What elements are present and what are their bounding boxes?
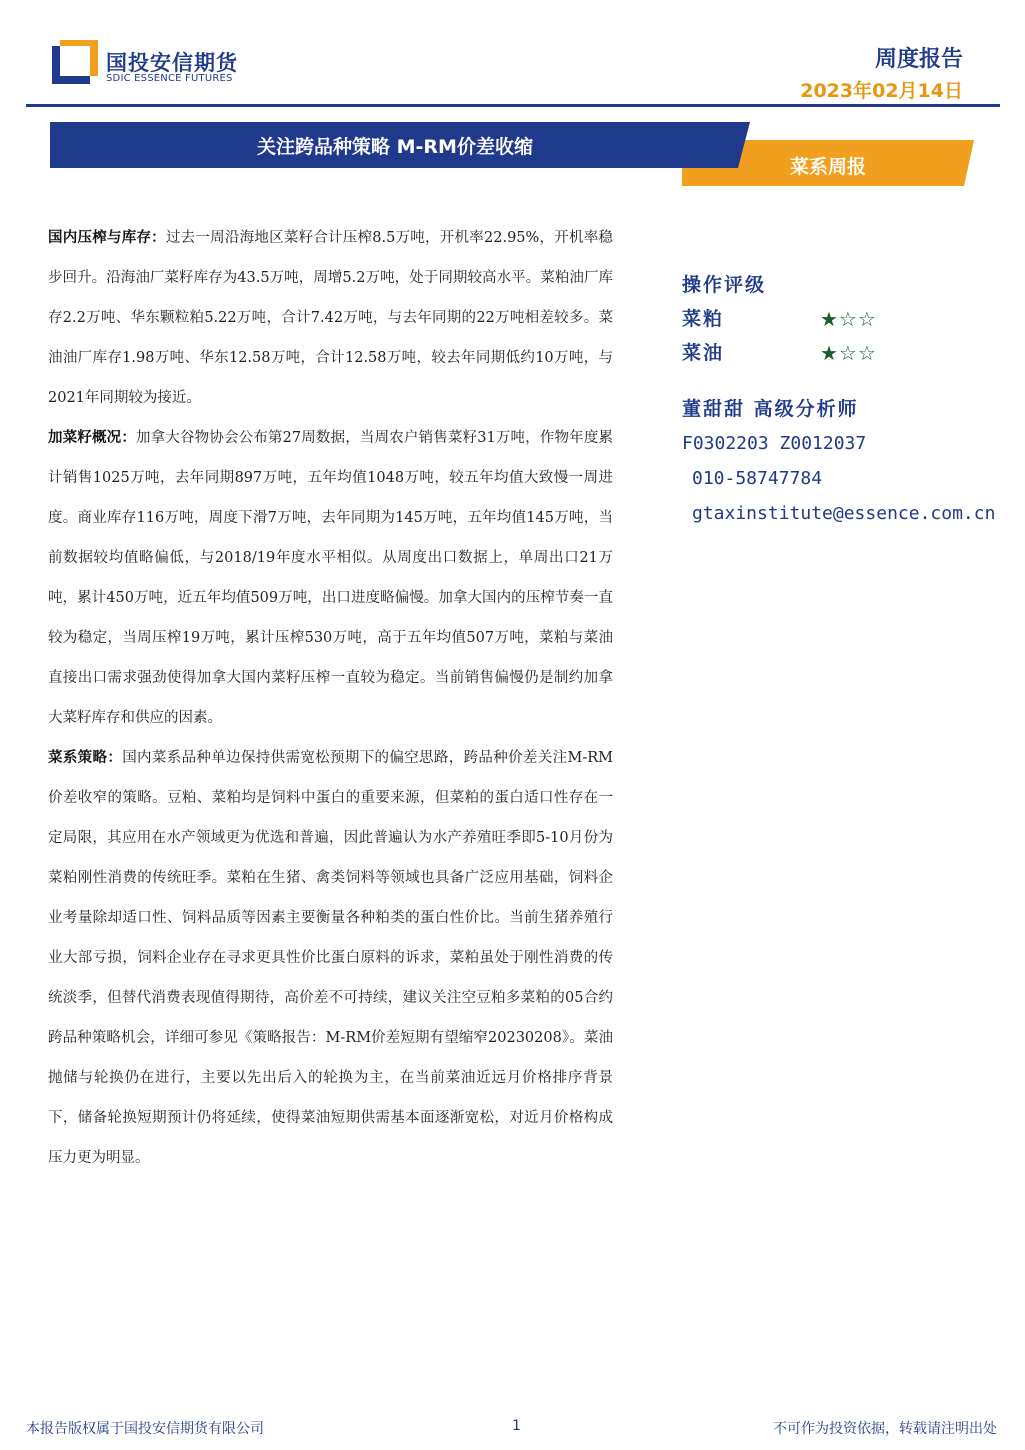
report-type: 周度报告	[874, 47, 963, 72]
page-number: 1	[512, 1418, 521, 1434]
analyst-name: 董甜甜 高级分析师	[682, 398, 859, 420]
report-tag: 菜系周报	[789, 156, 866, 178]
logo-cn-text: 国投安信期货	[106, 51, 238, 75]
logo-en-text: SDIC ESSENCE FUTURES	[106, 73, 233, 84]
section-lead: 菜系策略：	[48, 749, 123, 766]
report-date: 2023年02月14日	[800, 80, 963, 102]
analyst-license: F0302203 Z0012037	[682, 433, 867, 454]
footer-copyright: 本报告版权属于国投安信期货有限公司	[26, 1421, 264, 1437]
rating-title: 操作评级	[682, 274, 767, 296]
rating-name: 菜粕	[682, 308, 725, 330]
section-text: 国内菜系品种单边保持供需宽松预期下的偏空思路，跨品种价差关注M-RM价差收窄的策略。豆粕、菜粕均是饲料中蛋白的重要来源，但菜粕的蛋白适口性存在一定局限，其应用在水产领域更为优选和普遍，因此普遍认为水产养殖旺季即5-10月份为菜粕刚性消费的传统旺季。菜粕在生猪、禽类饲料等领域也具备广泛应用基础，饲料企业考量除却适口性、饲料品质等因素主要衡量各种粕类的蛋白性价比。当前生猪养殖行业大部亏损，饲料企业存在寻求更具性价比蛋白原料的诉求，菜粕虽处于刚性消费的传统淡季，但替代消费表现值得期待，高价差不可持续，建议关注空豆粕多菜粕的05合约跨品种策略机会，详细可参见《策略报告：M-RM价差短期有望缩窄20230208》。菜油抛储与轮换仍在进行，主要以先出后入的轮换为主，在当前菜油近远月价格排序背景下，储备轮换短期预计仍将延续，使得菜油短期供需基本面逐渐宽松，对近月价格构成压力更为明显。	[48, 750, 613, 1166]
sidebar	[682, 268, 1012, 531]
report-body	[48, 218, 613, 1178]
section-text: 加拿大谷物协会公布第27周数据，当周农户销售菜籽31万吨，作物年度累计销售1025万吨，去年同期897万吨，五年均值1048万吨，较五年均值大致慢一周进度。商业库存116万吨，周度下滑7万吨，去年同期为145万吨，五年均值145万吨，当前数据较均值略偏低，与2018/19年度水平相似。从周度出口数据上，单周出口21万吨，累计450万吨，近五年均值509万吨，出口进度略偏慢。加拿大国内的压榨节奏一直较为稳定，当周压榨19万吨，累计压榨530万吨，高于五年均值507万吨，菜粕与菜油直接出口需求强劲使得加拿大国内菜籽压榨一直较为稳定。当前销售偏慢仍是制约加拿大菜籽库存和供应的因素。	[48, 430, 614, 726]
rating-row-meal	[682, 302, 1012, 336]
star-rating-icon: ★☆☆	[820, 307, 877, 331]
rating-name: 菜油	[682, 342, 725, 364]
section-crush-inventory	[48, 218, 613, 418]
section-canada-rapeseed	[48, 418, 613, 738]
section-text: 过去一周沿海地区菜籽合计压榨8.5万吨，开机率22.95%，开机率稳步回升。沿海油厂菜籽库存为43.5万吨，周增5.2万吨，处于同期较高水平。菜粕油厂库存2.2万吨、华东颗粒粕5.22万吨，合计7.42万吨，与去年同期的22万吨相差较多。菜油油厂库存1.98万吨、华东12.58万吨，合计12.58万吨，较去年同期低约10万吨，与2021年同期较为接近。	[48, 230, 613, 406]
star-rating-icon: ★☆☆	[820, 341, 877, 365]
analyst-phone: 010-58747784	[692, 468, 823, 489]
section-strategy	[48, 738, 613, 1178]
section-lead: 加菜籽概况：	[48, 429, 136, 446]
header-divider	[26, 104, 1000, 107]
section-lead: 国内压榨与库存：	[48, 229, 166, 246]
report-title: 关注跨品种策略 M-RM价差收缩	[257, 136, 533, 158]
footer-disclaimer: 不可作为投资依据，转载请注明出处	[773, 1421, 997, 1437]
analyst-email[interactable]: gtaxinstitute@essence.com.cn	[692, 503, 996, 524]
rating-row-oil	[682, 336, 1012, 370]
company-logo-icon	[52, 40, 98, 84]
